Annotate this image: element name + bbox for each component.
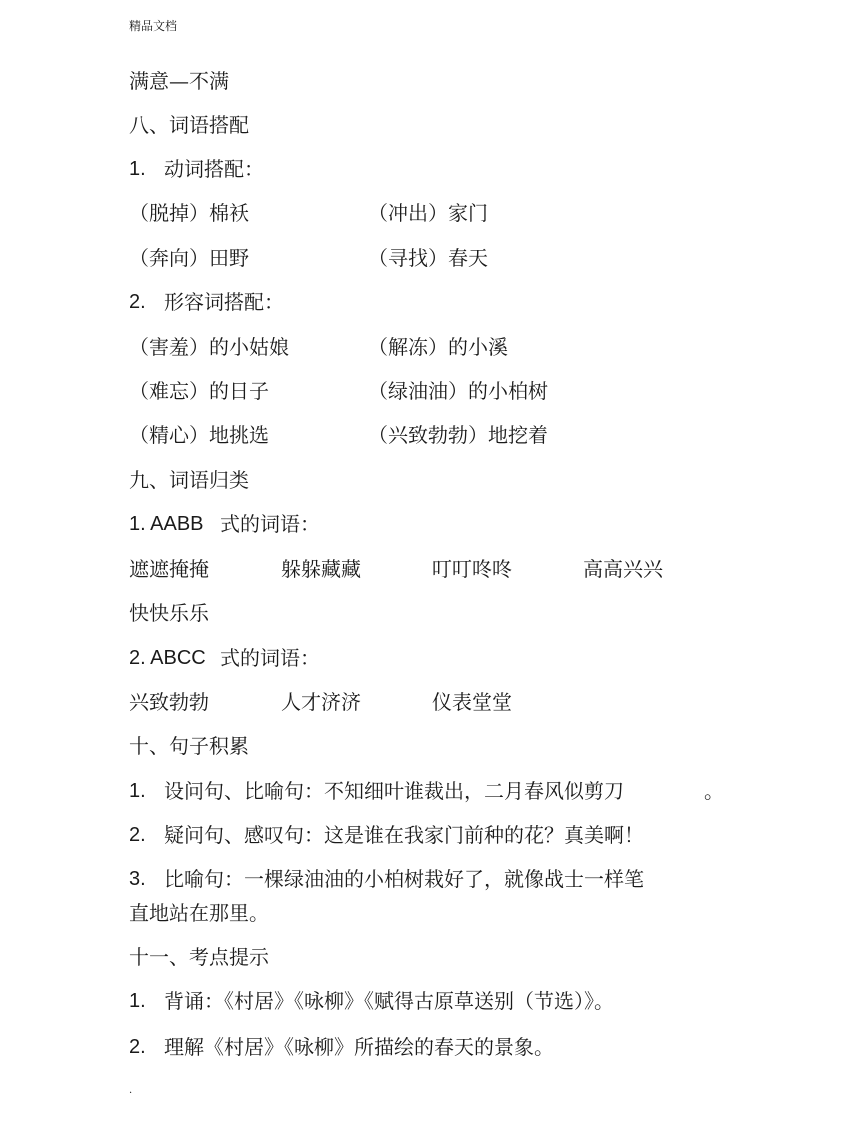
section-heading: 十一、考点提示 — [129, 945, 269, 969]
word-item: 快快乐乐 — [129, 601, 209, 625]
sentence-end-mark: 。 — [704, 779, 724, 803]
phrase-pair: （绿油油）的小柏树 — [368, 379, 548, 403]
footer-mark: . — [129, 1085, 133, 1096]
section-heading: 八、词语搭配 — [129, 113, 249, 137]
item-number: 1. — [129, 158, 146, 180]
word-item: 高高兴兴 — [583, 557, 663, 581]
item-number: 2. — [129, 824, 146, 846]
sentence: 比喻句：一棵绿油油的小柏树栽好了，就像战士一样笔 — [164, 867, 644, 891]
subheading: 动词搭配： — [164, 157, 264, 181]
subheading: 式的词语： — [220, 646, 320, 670]
phrase-pair: （害羞）的小姑娘 — [129, 335, 289, 359]
word-item: 兴致勃勃 — [129, 690, 209, 714]
phrase-pair: （脱掉）棉袄 — [129, 201, 249, 225]
section-heading: 十、句子积累 — [129, 734, 249, 758]
sentence: 背诵：《村居》《咏柳》《赋得古原草送别（节选）》。 — [164, 989, 614, 1013]
section-heading: 九、词语归类 — [129, 468, 249, 492]
phrase-pair: （精心）地挑选 — [129, 423, 269, 447]
item-number: 2. — [129, 1036, 146, 1058]
item-number: 2. — [129, 291, 146, 313]
item-number: 1. — [129, 780, 146, 802]
word-item: 仪表堂堂 — [432, 690, 512, 714]
phrase-pair: （冲出）家门 — [368, 201, 488, 225]
word-item: 叮叮咚咚 — [432, 557, 512, 581]
header-title: 精品文档 — [129, 19, 178, 33]
text-line: 满意—不满 — [129, 69, 229, 93]
item-number: 1. AABB — [129, 513, 204, 535]
sentence: 理解《村居》《咏柳》所描绘的春天的景象。 — [164, 1035, 554, 1059]
sentence: 疑问句、感叹句：这是谁在我家门前种的花？真美啊！ — [164, 823, 644, 847]
phrase-pair: （难忘）的日子 — [129, 379, 269, 403]
phrase-pair: （奔向）田野 — [129, 246, 249, 270]
sentence-continued: 直地站在那里。 — [129, 901, 269, 925]
sentence: 设问句、比喻句：不知细叶谁裁出，二月春风似剪刀 — [164, 779, 624, 803]
word-item: 躲躲藏藏 — [281, 557, 361, 581]
subheading: 形容词搭配： — [164, 290, 284, 314]
item-number: 3. — [129, 868, 146, 890]
phrase-pair: （解冻）的小溪 — [368, 335, 508, 359]
item-number: 2. ABCC — [129, 647, 206, 669]
word-item: 遮遮掩掩 — [129, 557, 209, 581]
phrase-pair: （兴致勃勃）地挖着 — [368, 423, 548, 447]
subheading: 式的词语： — [220, 512, 320, 536]
item-number: 1. — [129, 990, 146, 1012]
word-item: 人才济济 — [281, 690, 361, 714]
phrase-pair: （寻找）春天 — [368, 246, 488, 270]
